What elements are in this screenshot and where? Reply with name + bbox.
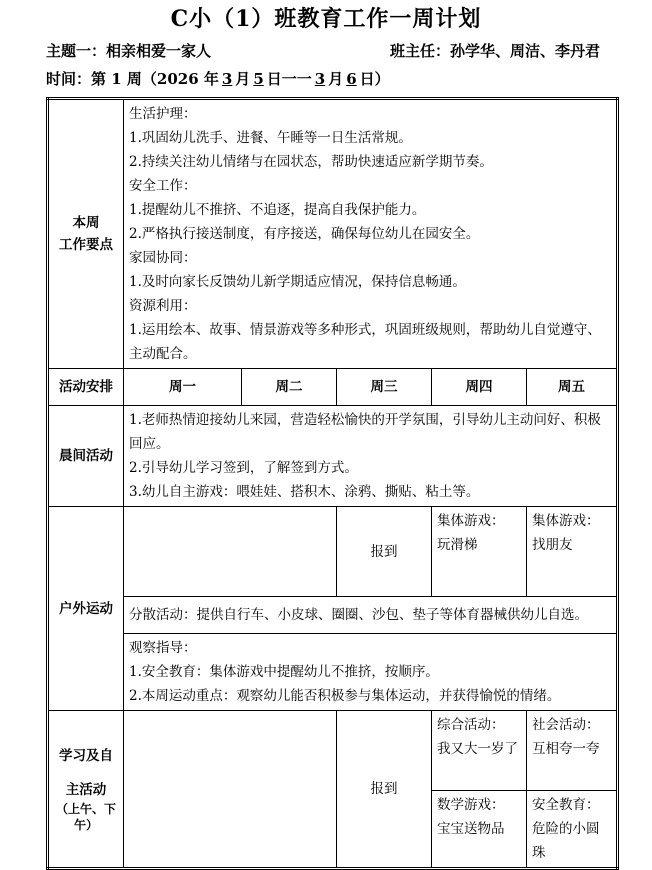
- learning-mon-tue-cell: [124, 711, 337, 869]
- key-point-line: 2.持续关注幼儿情绪与在园状态，帮助快速适应新学期节奏。: [129, 154, 493, 170]
- theme-line: [46, 40, 211, 61]
- schedule-header-row: [48, 369, 618, 406]
- start-day: 5: [253, 70, 264, 88]
- learning-thu-top-cell: 综合活动： 我又大一岁了: [432, 711, 527, 791]
- day-thursday: 周四: [432, 369, 527, 406]
- teachers-value: 孙学华、周洁、李丹君: [450, 42, 601, 60]
- schedule-label: 活动安排: [48, 369, 124, 406]
- key-points-row: [48, 99, 618, 369]
- morning-content: [124, 406, 618, 507]
- key-point-line: 家园协同：: [129, 250, 197, 266]
- learning-fri-bottom-cell: 安全教育： 危险的小圆珠: [527, 791, 618, 869]
- learning-label: 学习及自 主活动 （上午、下 午）: [48, 711, 124, 869]
- teachers-label: 班主任：: [390, 42, 451, 60]
- day-char-1: 日: [266, 70, 282, 88]
- outdoor-thu-cell: 集体游戏： 玩滑梯: [432, 507, 527, 597]
- key-points-content: [124, 99, 618, 369]
- key-point-line: 生活护理：: [129, 106, 197, 122]
- outdoor-observe: 观察指导： 1.安全教育：集体游戏中提醒幼儿不推挤，按顺序。 2.本周运动重点：观察幼儿能否积极参与集体运动，并获得愉悦的情绪。: [124, 634, 618, 711]
- outdoor-wed-cell: 报到: [337, 507, 432, 597]
- end-day: 6: [346, 70, 357, 88]
- learning-wed-cell: 报到: [337, 711, 432, 869]
- date-dash: 一一: [281, 70, 312, 88]
- day-friday: 周五: [527, 369, 618, 406]
- time-prefix: 时间：第 1 周（2026 年: [46, 70, 219, 88]
- outdoor-scattered: 分散活动：提供自行车、小皮球、圈圈、沙包、垫子等体育器械供幼儿自选。: [124, 597, 618, 634]
- morning-line: 2.引导幼儿学习签到，了解签到方式。: [129, 460, 358, 476]
- outdoor-games-row: [48, 507, 618, 597]
- key-point-line: 2.严格执行接送制度，有序接送，确保每位幼儿在园安全。: [129, 226, 480, 242]
- morning-label: 晨间活动: [48, 406, 124, 507]
- end-month: 3: [314, 70, 326, 88]
- key-points-label: 本周 工作要点: [48, 99, 124, 369]
- start-month: 3: [221, 70, 233, 88]
- weekly-plan-table: [46, 97, 619, 870]
- outdoor-fri-cell: 集体游戏： 找朋友: [527, 507, 618, 597]
- time-line: [46, 68, 390, 89]
- morning-line: 3.幼儿自主游戏：喂娃娃、搭积木、涂鸦、撕贴、粘土等。: [129, 484, 480, 500]
- key-point-line: 1.巩固幼儿洗手、进餐、午睡等一日生活常规。: [129, 130, 412, 146]
- outdoor-observe-row: [48, 634, 618, 711]
- teachers-line: [390, 40, 600, 61]
- theme-label: 主题一：: [46, 42, 107, 60]
- day-wednesday: 周三: [337, 369, 432, 406]
- outdoor-scattered-row: [48, 597, 618, 634]
- morning-line: 1.老师热情迎接幼儿来园，营造轻松愉快的开学氛围，引导幼儿主动问好、积极回应。: [129, 412, 601, 452]
- key-point-line: 1.运用绘本、故事、情景游戏等多种形式，巩固班级规则，帮助幼儿自觉遵守、主动配合。: [129, 322, 601, 362]
- page-title: C小（1）班教育工作一周计划: [170, 6, 482, 32]
- learning-thu-bottom-cell: 数学游戏： 宝宝送物品: [432, 791, 527, 869]
- learning-row-top: [48, 711, 618, 791]
- month-char-2: 月: [328, 70, 344, 88]
- theme-value: 相亲相爱一家人: [106, 42, 212, 60]
- morning-row: [48, 406, 618, 507]
- day-char-2: 日）: [359, 70, 390, 88]
- learning-fri-top-cell: 社会活动： 互相夸一夸: [527, 711, 618, 791]
- day-tuesday: 周二: [242, 369, 337, 406]
- key-point-line: 资源利用：: [129, 298, 197, 314]
- month-char-1: 月: [235, 70, 251, 88]
- day-monday: 周一: [124, 369, 242, 406]
- key-point-line: 1.提醒幼儿不推挤、不追逐，提高自我保护能力。: [129, 202, 426, 218]
- key-point-line: 安全工作：: [129, 178, 197, 194]
- key-point-line: 1.及时向家长反馈幼儿新学期适应情况，保持信息畅通。: [129, 274, 466, 290]
- outdoor-label: 户外运动: [48, 507, 124, 711]
- outdoor-mon-tue-cell: [124, 507, 337, 597]
